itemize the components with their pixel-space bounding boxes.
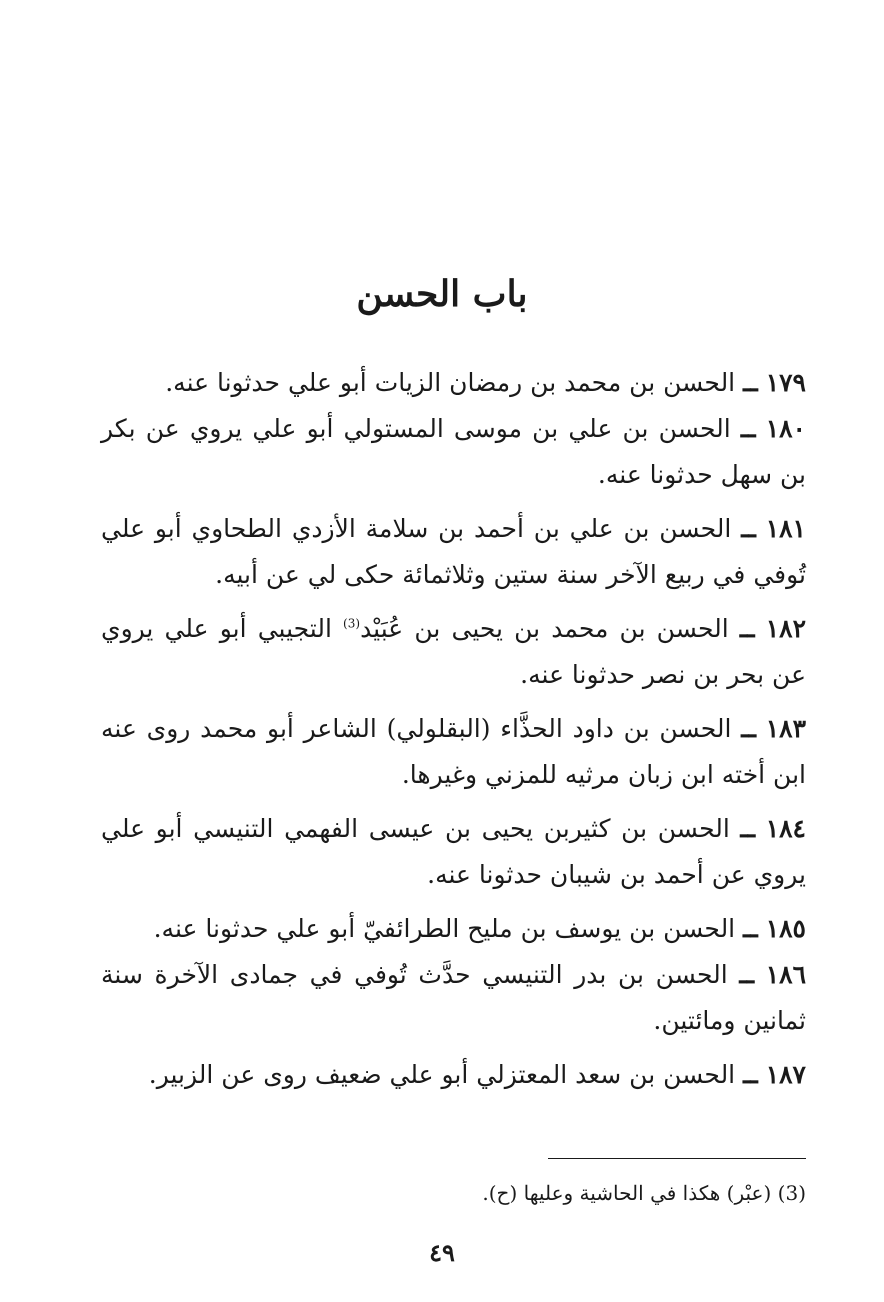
page-number: ٤٩ [429,1238,455,1267]
footnote-divider [548,1158,806,1159]
footnote-text: (عبْر) هكذا في الحاشية وعليها (ح). [482,1181,772,1205]
entry-text: الحسن بن يوسف بن مليح الطرائفيّ أبو علي حدثونا عنه. [153,914,736,943]
entry-dash: ــ [739,960,755,989]
entry-text: الحسن بن علي بن موسى المستولي أبو علي يروي عن بكر بن سهل حدثونا عنه. [101,414,806,489]
entry-dash: ــ [743,1060,758,1089]
entry-number: ١٨٣ [765,714,807,743]
entry-number: ١٨٦ [765,960,807,989]
entry-dash: ــ [743,368,758,397]
entry-182 [101,606,806,698]
entry-text-before: الحسن بن محمد بن يحيى بن عُبَيْد [360,614,729,643]
entry-number: ١٨٢ [765,614,807,643]
entry-184 [101,806,806,898]
entry-183 [101,706,806,798]
footnote-reference[interactable]: (3) [343,616,361,631]
entry-number: ١٨٧ [765,1060,806,1089]
entry-180 [101,406,806,498]
entry-187 [101,1052,806,1098]
entry-185 [101,906,806,952]
entry-number: ١٨١ [765,514,806,543]
entry-181 [101,506,806,598]
entry-dash: ــ [741,514,756,543]
entry-text-after: التجيبي أبو علي يروي عن بحر بن نصر حدثونا عنه. [101,614,806,689]
entry-text: الحسن بن داود الحذَّاء (البقلولي) الشاعر أبو محمد روى عنه ابن أخته ابن زبان مرثيه للمزني وغيرها. [101,714,806,789]
footnote [101,1176,806,1210]
entry-text: الحسن بن محمد بن رمضان الزيات أبو علي حدثونا عنه. [165,368,736,397]
entry-text: الحسن بن كثيربن يحيى بن عيسى الفهمي التنيسي أبو علي يروي عن أحمد بن شيبان حدثونا عنه. [101,814,806,889]
entry-number: ١٨٤ [765,814,806,843]
chapter-title: باب الحسن [356,273,528,316]
entry-number: ١٨٠ [765,414,806,443]
entry-dash: ــ [740,814,756,843]
entry-number: ١٨٥ [765,914,806,943]
entry-text: الحسن بن سعد المعتزلي أبو علي ضعيف روى عن الزبير. [148,1060,736,1089]
entry-dash: ــ [740,414,756,443]
entry-text: الحسن بن علي بن أحمد بن سلامة الأزدي الطحاوي أبو علي تُوفي في ربيع الآخر سنة ستين وثلاثمائة حكى لي عن أبيه. [101,514,806,589]
entry-text: الحسن بن بدر التنيسي حدَّث تُوفي في جمادى الآخرة سنة ثمانين ومائتين. [101,960,806,1035]
entry-dash: ــ [741,714,756,743]
footnote-mark: (3) [777,1181,806,1205]
entry-186 [101,952,806,1044]
entry-dash: ــ [743,914,758,943]
entries-list [101,360,806,1106]
entry-number: ١٧٩ [765,368,806,397]
entry-dash: ــ [739,614,755,643]
entry-179 [101,360,806,406]
